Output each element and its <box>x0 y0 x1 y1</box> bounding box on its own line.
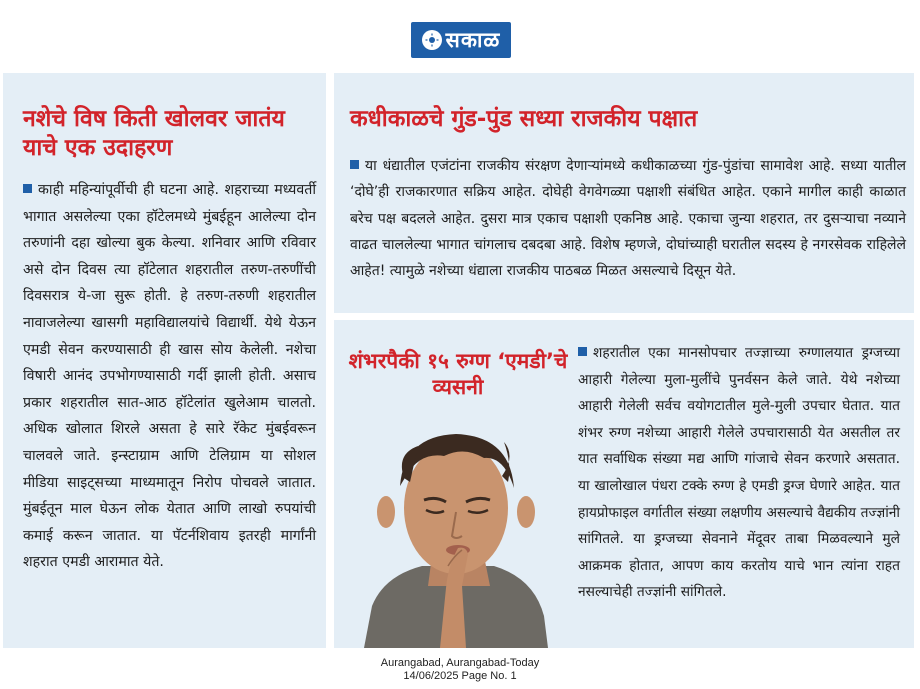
bullet-square-icon <box>23 184 32 193</box>
article-body <box>23 177 316 576</box>
article-panel-md-addiction <box>334 320 914 648</box>
footer-edition: Aurangabad, Aurangabad-Today <box>380 657 540 669</box>
sun-emblem-icon <box>422 30 442 50</box>
article-body-text: या धंद्यातील एजंटांना राजकीय संरक्षण देणाऱ्यांमध्ये कधीकाळच्या गुंड-पुंडांचा सामावेश आहे. सध्या यातील ‘दोघे’ही राजकारणात सक्रिय आहेत. दोघेही वेगवेगळ्या पक्षाशी संबंधित आहेत. एकाने मागील काही काळात बरेच पक्ष बदलले आहेत. दुसरा मात्र एकाच पक्षाशी एकनिष्ठ आहे. एकाचा जुन्या शहरात, तर दुसऱ्याचा नव्याने वाढत चाललेल्या भागात चांगलाच दबदबा आहे. विशेष म्हणजे, दोघांच्याही घरातील सदस्य हे नगरसेवक राहिलेले आहेत! त्यामुळे नशेच्या धंद्याला राजकीय पाठबळ मिळत असल्याचे दिसून येते. <box>350 158 906 280</box>
article-panel-drugs-example <box>3 73 326 648</box>
footer-date-page: 14/06/2025 Page No. 1 <box>403 670 517 682</box>
article-headline: कधीकाळचे गुंड-पुंड सध्या राजकीय पक्षात <box>350 106 698 132</box>
bullet-square-icon <box>350 160 359 169</box>
masthead-name: सकाळ <box>445 28 501 52</box>
article-body <box>350 153 906 284</box>
article-panel-political-protection <box>334 73 914 313</box>
man-with-finger-on-lips-illustration <box>344 416 564 648</box>
article-body-text: काही महिन्यांपूर्वीची ही घटना आहे. शहराच्या मध्यवर्ती भागात असलेल्या एका हॉटेलमध्ये मुंबईहून आलेल्या दोन तरुणांनी दहा खोल्या बुक केल्या. शनिवार आणि रविवार असे दोन दिवस त्या हॉटेलात शहरातील तरुण-तरुणींची दिवसरात्र ये-जा सुरू होती. हे तरुण-तरुणी शहरातील नावाजलेल्या खासगी महाविद्यालयांचे विद्यार्थी. येथे येऊन एमडी सेवन करण्यासाठी ही खास सोय केलेली. नशेचा विषारी आनंद उपभोगण्यासाठी गर्दी झाली होती. असाच प्रकार शहरातील सात-आठ हॉटेलांत खुलेआम चालतो. अधिक खोलात शिरले असता हे सारे रॅकेट मुंबईवरून चालवले जाते. इन्स्टाग्राम आणि टेलिग्राम या सोशल मीडिया साइट्सच्या माध्यमातून निरोप पोचवले जातात. मुंबईतून माल घेऊन लोक येतात आणि लाखो रुपयांची कमाई करून जातात. या पॅटर्नशिवाय इतरही मार्गांनी शहरात एमडी आरामात येते. <box>23 182 316 571</box>
newspaper-masthead <box>411 22 511 58</box>
page-footer <box>0 657 920 683</box>
article-body <box>578 340 900 606</box>
article-headline: शंभरपैकी १५ रुग्ण ‘एमडी’चे व्यसनी <box>348 349 568 400</box>
bullet-square-icon <box>578 347 587 356</box>
article-headline: नशेचे विष किती खोलवर जातंय याचे एक उदाहरण <box>23 106 285 161</box>
article-body-text: शहरातील एका मानसोपचार तज्ज्ञाच्या रुग्णालयात ड्रग्जच्या आहारी गेलेल्या मुला-मुलींचे पुनर्वसन केले जाते. येथे नशेच्या आहारी गेलेली सर्वच वयोगटातील मुले-मुली उपचार घेतात. यात शंभर रुग्ण नशेच्या आहारी गेलेले उपचारासाठी येत असतील तर यात सर्वाधिक संख्या मद्य आणि गांजाचे सेवन करणारे असतात. या खालोखाल पंधरा टक्के रुग्ण हे एमडी ड्रग्ज घेणारे आहेत. यात हायप्रोफाइल वर्गातील संख्या लक्षणीय असल्याचे वैद्यकीय तज्ज्ञांनी सांगितले. या ड्रग्जच्या सेवनाने मेंदूवर ताबा मिळवल्याने मुले आक्रमक होतात, आपण काय करतोय याचे भान त्यांना राहत नसल्याचेही तज्ज्ञांनी सांगितले. <box>578 345 900 601</box>
